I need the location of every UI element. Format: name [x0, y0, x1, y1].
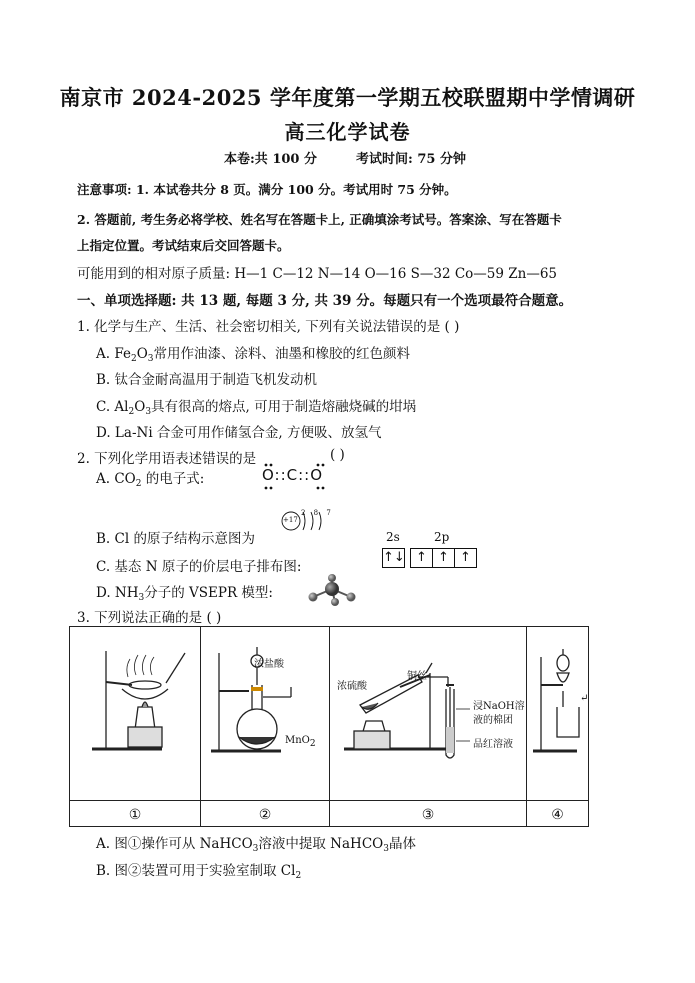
section-heading: 一、单项选择题: 共 13 题, 每题 3 分, 共 39 分。每题只有一个选项最符合题意。 — [77, 293, 573, 309]
label-2s: 2s — [386, 530, 400, 544]
return-mark: ↵ — [580, 693, 589, 704]
q1-option-d: D. La-Ni 合金可用作储氢合金, 方便吸、放氢气 — [96, 425, 382, 441]
q2-option-b: B. Cl 的原子结构示意图为 — [96, 531, 255, 547]
figure-label-1: ① — [128, 807, 142, 823]
q2-option-a: A. $CO_2$ 的电子式: — [96, 471, 205, 489]
orbital-2p-3: ↑ — [454, 548, 477, 568]
notes-line-1: 注意事项: 1. 本试卷共分 8 页。满分 100 分。考试用时 75 分钟。 — [77, 182, 457, 197]
q2-option-d: D. $NH_3$分子的 VSEPR 模型: — [96, 585, 273, 603]
q1-option-a: A. $Fe_2O_3$常用作油漆、涂料、油墨和橡胶的红色颜料 — [96, 346, 410, 364]
q1-option-b: B. 钛合金耐高温用于制造飞机发动机 — [96, 372, 318, 388]
cap-copper-wire: 铜丝 — [407, 671, 427, 682]
orbital-2s: ↑↓ — [382, 548, 405, 568]
nh3-vsepr-model — [305, 573, 359, 607]
cl-atom-diagram — [278, 508, 338, 534]
figure-label-2: ② — [258, 807, 272, 823]
co2-electron-formula: O::C::O — [262, 466, 324, 484]
exam-title: 南京市 2024-2025 学年度第一学期五校联盟期中学情调研 — [59, 85, 636, 110]
q3-stem: 3. 下列说法正确的是 ( ) — [77, 610, 222, 626]
exam-subtitle: 高三化学试卷 — [284, 120, 411, 144]
cap-naoh-2: 液的棉团 — [473, 715, 513, 726]
row-divider — [70, 800, 588, 801]
apparatus-4-separatory-funnel — [527, 627, 588, 799]
cap-mno2: MnO$_2$ — [285, 735, 316, 749]
cap-conc-h2so4: 浓硫酸 — [337, 681, 367, 692]
label-2p: 2p — [434, 530, 450, 544]
cap-naoh-1: 浸NaOH溶 — [473, 701, 525, 712]
apparatus-table — [69, 626, 589, 827]
q2-stem: 2. 下列化学用语表述错误的是 — [77, 451, 257, 467]
atomic-masses: 可能用到的相对原子质量: H—1 C—12 N—14 O—16 S—32 Co—59 Zn—65 — [77, 266, 558, 282]
q2-answer-paren: ( ) — [330, 447, 345, 463]
orbital-2p-1: ↑ — [410, 548, 433, 568]
notes-line-2: 2. 答题前, 考生务必将学校、姓名写在答题卡上, 正确填涂考试号。答案涂、写在答题卡 — [77, 212, 562, 227]
apparatus-2-chlorine-generator — [201, 627, 329, 799]
cap-pinhong: 品红溶液 — [473, 739, 513, 750]
orbital-2p-2: ↑ — [432, 548, 455, 568]
cap-conc-hcl: 浓盐酸 — [254, 659, 284, 670]
total-score: 本卷:共 100 分 — [224, 152, 317, 167]
nucleus-charge: +17 — [283, 516, 298, 524]
exam-time: 考试时间: 75 分钟 — [356, 152, 466, 167]
q1-stem: 1. 化学与生产、生活、社会密切相关, 下列有关说法错误的是 ( ) — [77, 319, 460, 335]
q3-option-a: A. 图①操作可从 NaHCO$_3$溶液中提取 NaHCO$_3$晶体 — [96, 836, 416, 854]
shell-electrons: 2 8 7 — [301, 509, 334, 517]
figure-label-4: ④ — [551, 807, 564, 823]
figure-label-3: ③ — [421, 807, 435, 823]
q2-option-c: C. 基态 N 原子的价层电子排布图: — [96, 559, 302, 575]
co2-lone-pair-dots — [260, 462, 332, 492]
q3-option-b: B. 图②装置可用于实验室制取 $Cl_2$ — [96, 863, 302, 881]
apparatus-1-evaporating-dish — [70, 627, 200, 799]
q1-option-c: C. $Al_2O_3$具有很高的熔点, 可用于制造熔融烧碱的坩埚 — [96, 399, 417, 417]
notes-line-3: 上指定位置。考试结束后交回答题卡。 — [77, 238, 290, 253]
